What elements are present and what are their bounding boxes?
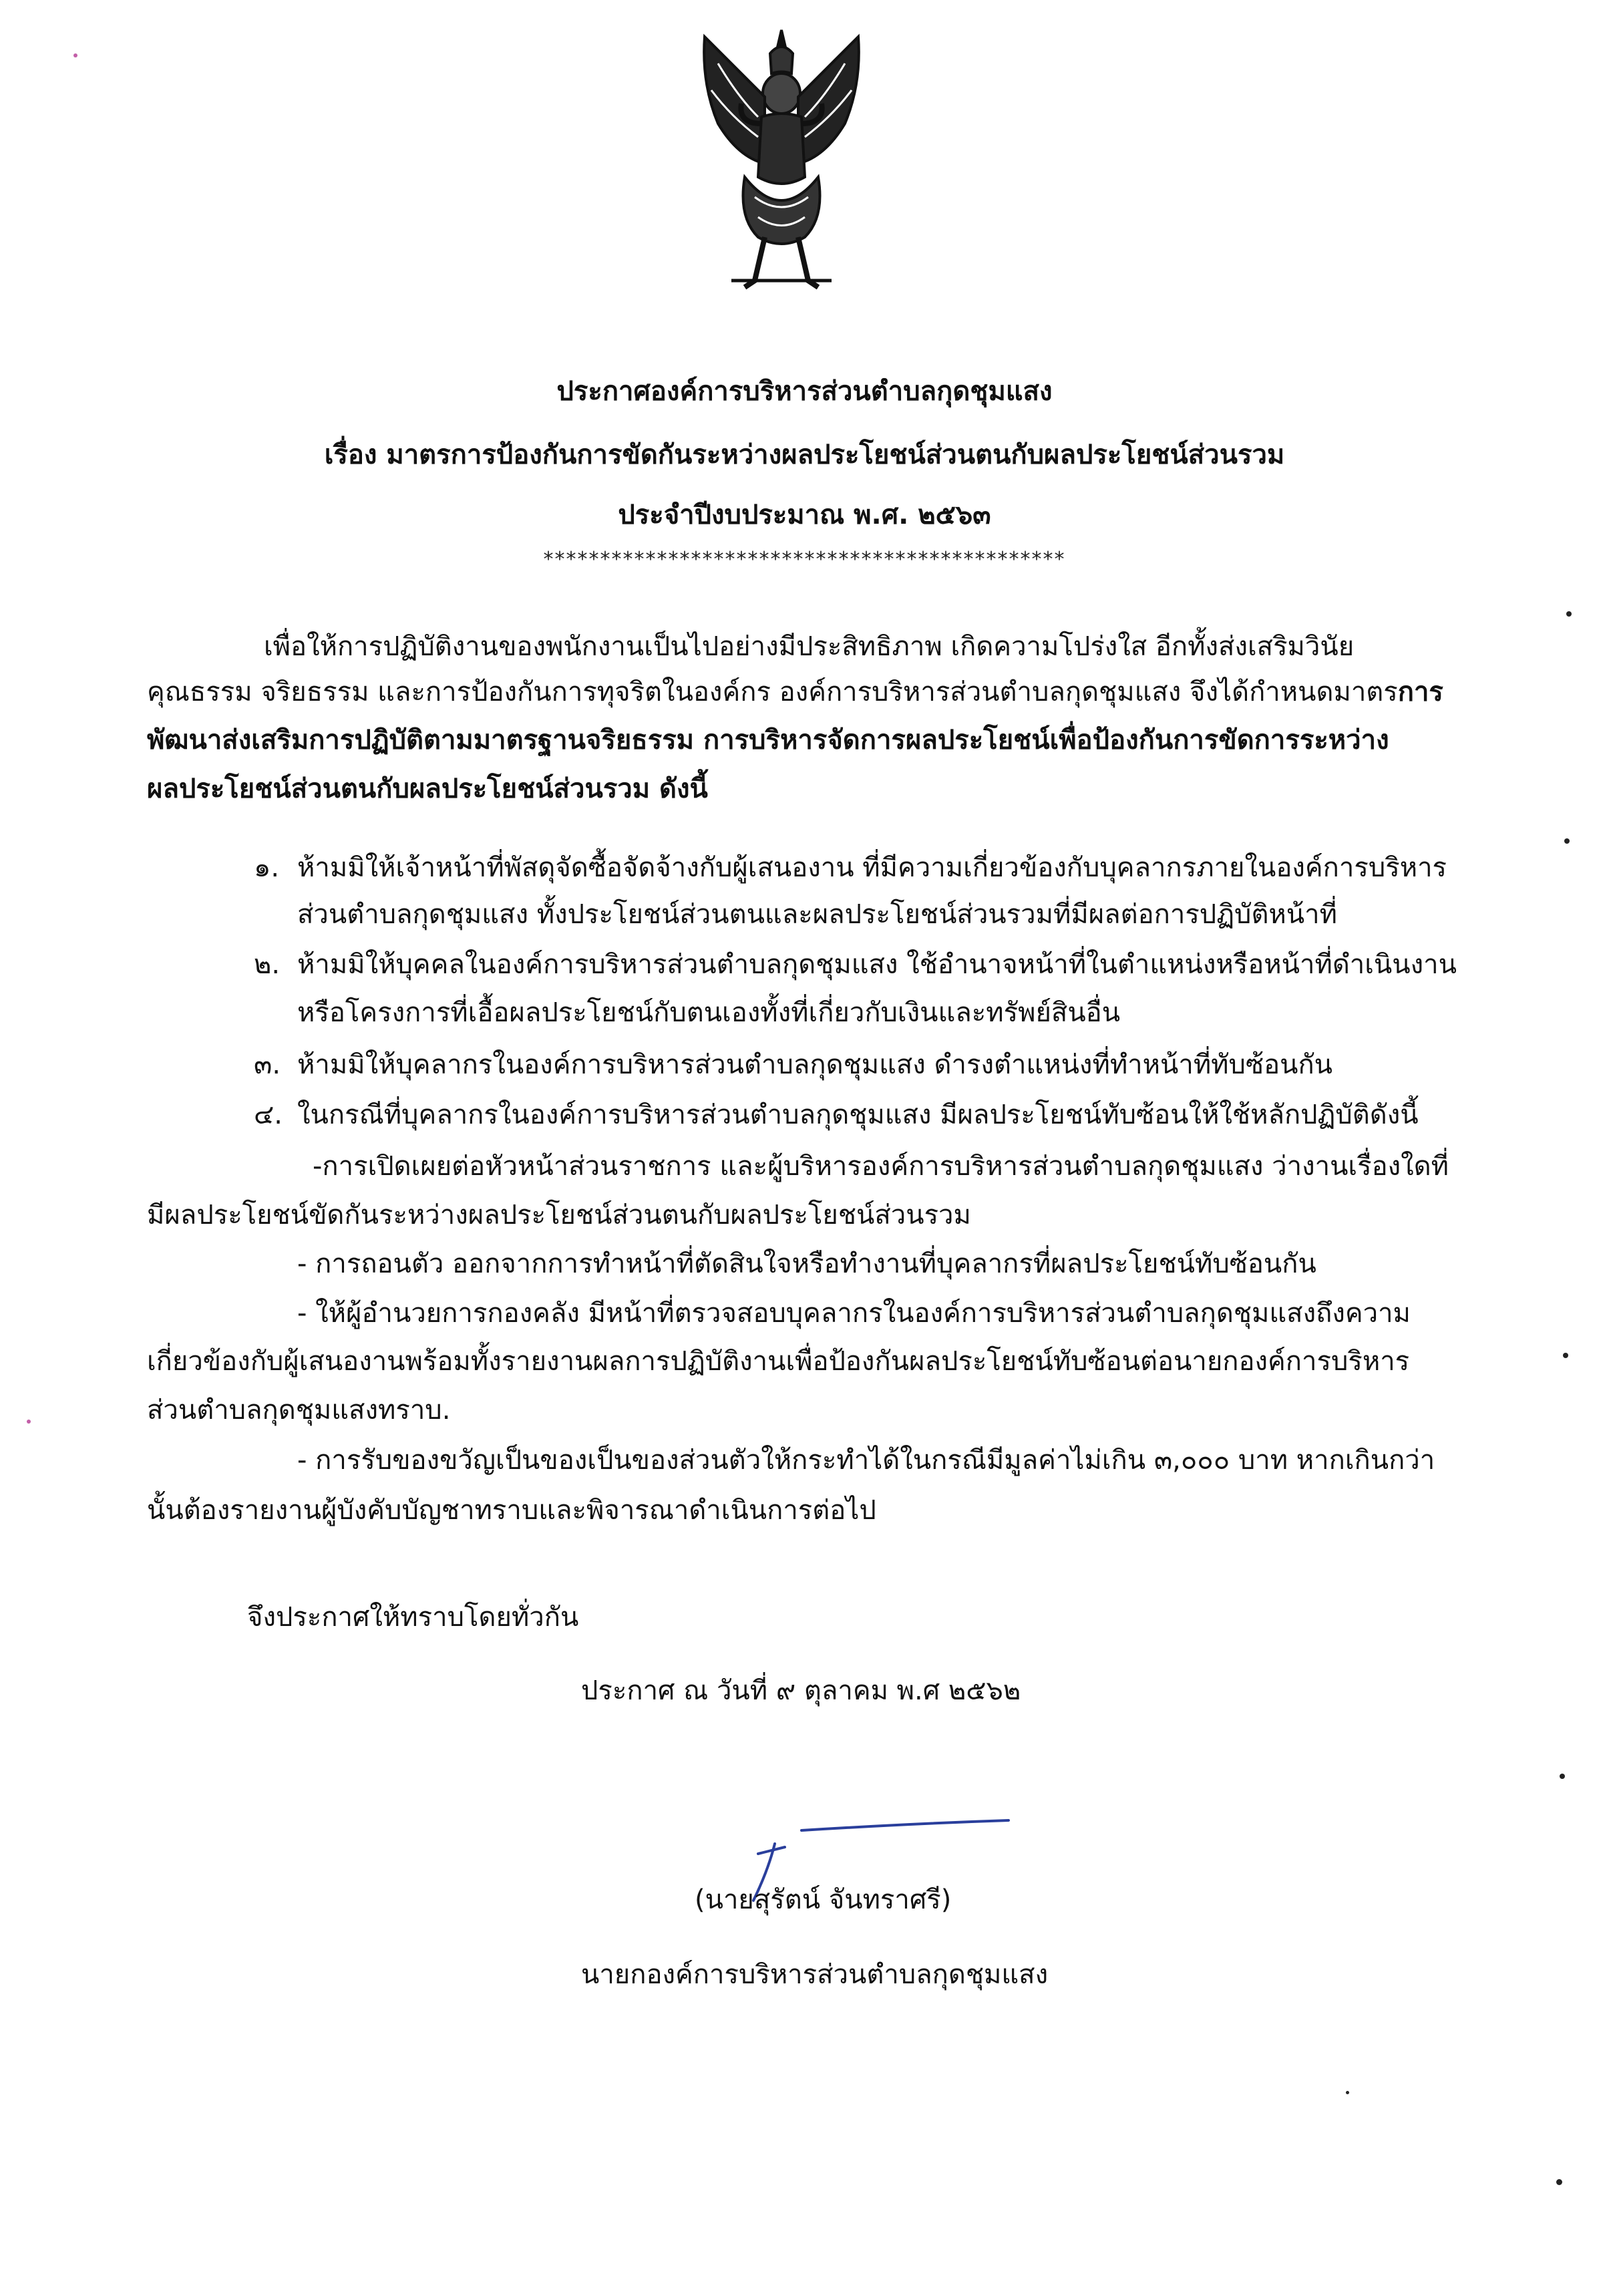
practice-3-line-1: - ให้ผู้อำนวยการกองคลัง มีหน้าที่ตรวจสอบบุคลากรในองค์การบริหารส่วนตำบลกุดชุมแสงถึงความ <box>297 1298 1411 1329</box>
date-line: ประกาศ ณ วันที่ ๙ ตุลาคม พ.ศ ๒๕๖๒ <box>581 1675 1021 1706</box>
practice-3-line-2: เกี่ยวข้องกับผู้เสนองานพร้อมทั้งรายงานผลการปฏิบัติงานเพื่อป้องกันผลประโยชน์ทับซ้อนต่อนายกองค์การบริหาร <box>147 1346 1410 1377</box>
scan-speck <box>1560 1774 1565 1779</box>
item-4-number: ๔. <box>254 1100 283 1130</box>
item-2-line-2: หรือโครงการที่เอื้อผลประโยชน์กับตนเองทั้งที่เกี่ยวกับเงินและทรัพย์สินอื่น <box>297 997 1121 1028</box>
practice-1-line-2: มีผลประโยชน์ขัดกันระหว่างผลประโยชน์ส่วนตนกับผลประโยชน์ส่วนรวม <box>147 1200 971 1231</box>
item-3-line-1: ห้ามมิให้บุคลากรในองค์การบริหารส่วนตำบลกุดชุมแสง ดำรงตำแหน่งที่ทำหน้าที่ทับซ้อนกัน <box>297 1049 1333 1080</box>
closing-statement: จึงประกาศให้ทราบโดยทั่วกัน <box>247 1602 579 1633</box>
scan-speck <box>1346 2091 1349 2094</box>
scan-speck <box>27 1420 31 1424</box>
signatory-name: (นายสุรัตน์ จันทราศรี) <box>695 1884 952 1915</box>
practice-4-line-2: นั้นต้องรายงานผู้บังคับบัญชาทราบและพิจารณาดำเนินการต่อไป <box>147 1495 876 1526</box>
item-1-line-2: ส่วนตำบลกุดชุมแสง ทั้งประโยชน์ส่วนตนและผลประโยชน์ส่วนรวมที่มีผลต่อการปฏิบัติหน้าที่ <box>297 899 1337 930</box>
intro-line-4: ผลประโยชน์ส่วนตนกับผลประโยชน์ส่วนรวม ดังนี้ <box>147 774 708 804</box>
intro-line-2 <box>147 675 1443 709</box>
issuer-line: ประกาศองค์การบริหารส่วนตำบลกุดชุมแสง <box>556 376 1053 407</box>
scan-speck <box>73 53 77 57</box>
scan-speck <box>1564 838 1570 844</box>
item-2-line-1: ห้ามมิให้บุคคลในองค์การบริหารส่วนตำบลกุดชุมแสง ใช้อำนาจหน้าที่ในตำแหน่งหรือหน้าที่ดำเนินงาน <box>297 949 1457 980</box>
item-3-number: ๓. <box>254 1049 281 1080</box>
item-1-line-1: ห้ามมิให้เจ้าหน้าที่พัสดุจัดซื้อจัดจ้างกับผู้เสนองาน ที่มีความเกี่ยวข้องกับบุคลากรภายในองค์การบริหาร <box>297 852 1447 883</box>
garuda-emblem-icon <box>691 23 872 291</box>
practice-2-line-1: - การถอนตัว ออกจากการทำหน้าที่ตัดสินใจหรือทำงานที่บุคลากรที่ผลประโยชน์ทับซ้อนกัน <box>297 1249 1316 1279</box>
fiscal-year-line: ประจำปีงบประมาณ พ.ศ. ๒๕๖๓ <box>618 500 991 530</box>
header-separator: ********************************************** <box>543 548 1066 571</box>
intro-line-2-bold: การ <box>1397 677 1443 707</box>
practice-4-line-1: - การรับของขวัญเป็นของเป็นของส่วนตัวให้กระทำได้ในกรณีมีมูลค่าไม่เกิน ๓,๐๐๐ บาท หากเกินกว่า <box>297 1445 1435 1476</box>
signatory-position: นายกองค์การบริหารส่วนตำบลกุดชุมแสง <box>581 1959 1049 1990</box>
item-1-number: ๑. <box>254 852 280 883</box>
practice-3-line-3: ส่วนตำบลกุดชุมแสงทราบ. <box>147 1395 451 1426</box>
item-2-number: ๒. <box>254 949 281 980</box>
scan-speck <box>1563 1353 1568 1358</box>
intro-line-3: พัฒนาส่งเสริมการปฏิบัติตามมาตรฐานจริยธรรม การบริหารจัดการผลประโยชน์เพื่อป้องกันการขัดการระหว่าง <box>147 725 1389 756</box>
item-4-line-1: ในกรณีที่บุคลากรในองค์การบริหารส่วนตำบลกุดชุมแสง มีผลประโยชน์ทับซ้อนให้ใช้หลักปฏิบัติดังนี้ <box>297 1100 1419 1130</box>
intro-line-1: เพื่อให้การปฏิบัติงานของพนักงานเป็นไปอย่างมีประสิทธิภาพ เกิดความโปร่งใส อีกทั้งส่งเสริมวินัย <box>264 631 1355 662</box>
intro-line-2-normal: คุณธรรม จริยธรรม และการป้องกันการทุจริตในองค์กร องค์การบริหารส่วนตำบลกุดชุมแสง จึงได้กำหนดมาตร <box>147 677 1398 707</box>
subject-line: เรื่อง มาตรการป้องกันการขัดกันระหว่างผลประโยชน์ส่วนตนกับผลประโยชน์ส่วนรวม <box>324 440 1285 470</box>
scan-speck <box>1566 611 1572 617</box>
scan-speck <box>1556 2179 1562 2185</box>
practice-1-line-1: -การเปิดเผยต่อหัวหน้าส่วนราชการ และผู้บริหารองค์การบริหารส่วนตำบลกุดชุมแสง ว่างานเรื่องใดที่ <box>313 1151 1449 1182</box>
